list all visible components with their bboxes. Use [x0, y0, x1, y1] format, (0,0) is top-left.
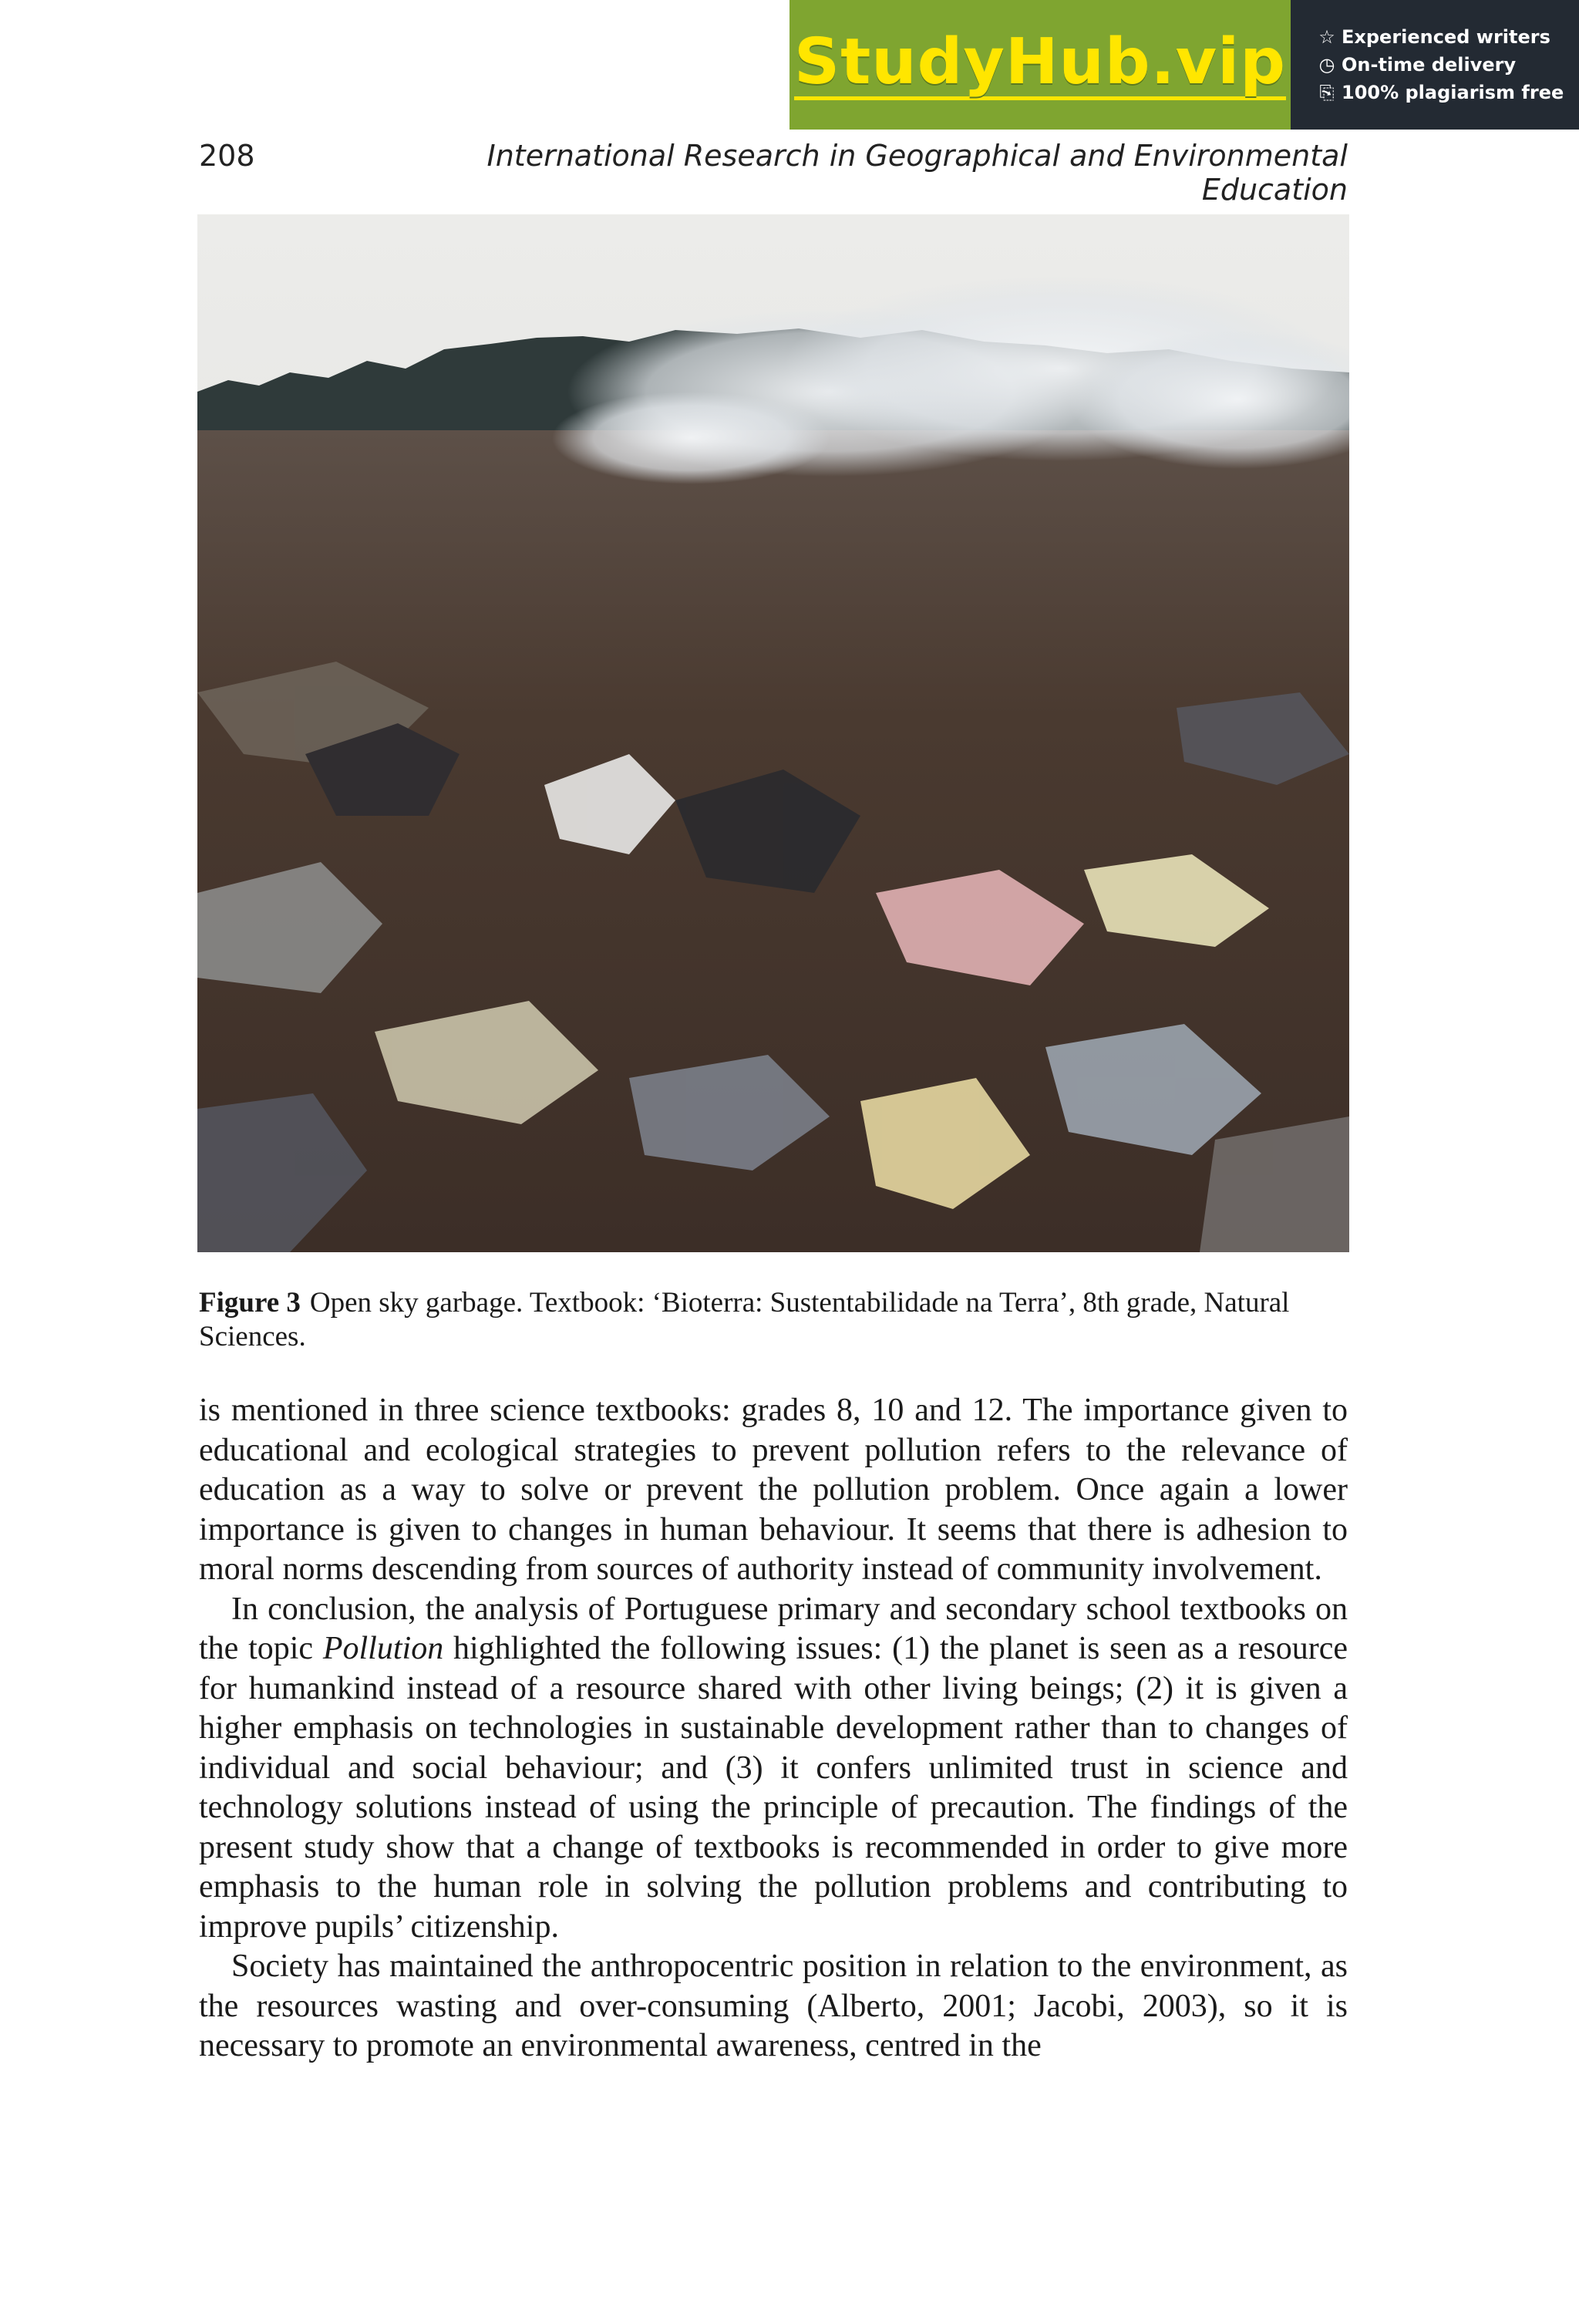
paragraph-2-part-2: highlighted the following issues: (1) the planet is seen as a resource for humankind instead of a resource shared with other living beings; (2) it is given a higher emphasis on technologies in sustainable development rather than to changes of individual and social behaviour; and (3) it confers unlimited trust in science and technology solutions instead of using the principle of precaution. The findings of the present study show that a change of textbooks is recommended in order to give more emphasis to the human role in solving the pollution problems and contributing to improve pupils’ citizenship.	[199, 1631, 1348, 1945]
logo-text: StudyHub.vip	[794, 25, 1286, 99]
banner-features	[1291, 0, 1579, 130]
feature-label: 100% plagiarism free	[1342, 82, 1564, 103]
clock-icon: ◷	[1318, 54, 1335, 76]
paragraph-3: Society has maintained the anthropocentric position in relation to the environment, as the resources wasting and over-consuming (Alberto, 2001; Jacobi, 2003), so it is necessary to promote an environmental awareness, centred in the	[199, 1948, 1348, 2063]
running-head	[199, 139, 1348, 207]
journal-title: International Research in Geographical and Environmental Education	[486, 139, 1348, 207]
figure-caption	[199, 1286, 1348, 1354]
figure-caption-text: Open sky garbage. Textbook: ‘Bioterra: Sustentabilidade na Terra’, 8th grade, Natural Sciences.	[199, 1287, 1290, 1352]
studyhub-logo[interactable]	[790, 0, 1291, 130]
feature-experienced-writers	[1317, 26, 1579, 48]
landfill-photo	[197, 214, 1349, 1252]
feature-plagiarism-free	[1317, 82, 1579, 103]
body-text	[199, 1391, 1348, 2066]
landfill-photo-drawing	[197, 214, 1349, 1252]
feature-on-time-delivery	[1317, 54, 1579, 76]
feature-label: Experienced writers	[1342, 26, 1550, 48]
paragraph-2	[199, 1590, 1348, 1948]
feature-label: On-time delivery	[1342, 54, 1517, 76]
figure-label: Figure 3	[199, 1287, 301, 1319]
ad-banner[interactable]	[790, 0, 1579, 130]
star-icon: ☆	[1318, 26, 1335, 48]
document-check-icon: ⎘	[1319, 82, 1335, 103]
page-number: 208	[199, 139, 255, 173]
paragraph-1: is mentioned in three science textbooks: grades 8, 10 and 12. The importance given to educational and ecological strategies to prevent pollution refers to the relevance of education as a way to solve or prevent the pollution problem. Once again a lower importance is given to changes in human behaviour. It seems that there is adhesion to moral norms descending from sources of authority instead of community involvement.	[199, 1393, 1348, 1587]
paragraph-2-part-1: In conclusion, the analysis of Portuguese primary and secondary school textbooks on the topic	[199, 1591, 1348, 1666]
emphasis-pollution: Pollution	[322, 1631, 444, 1666]
